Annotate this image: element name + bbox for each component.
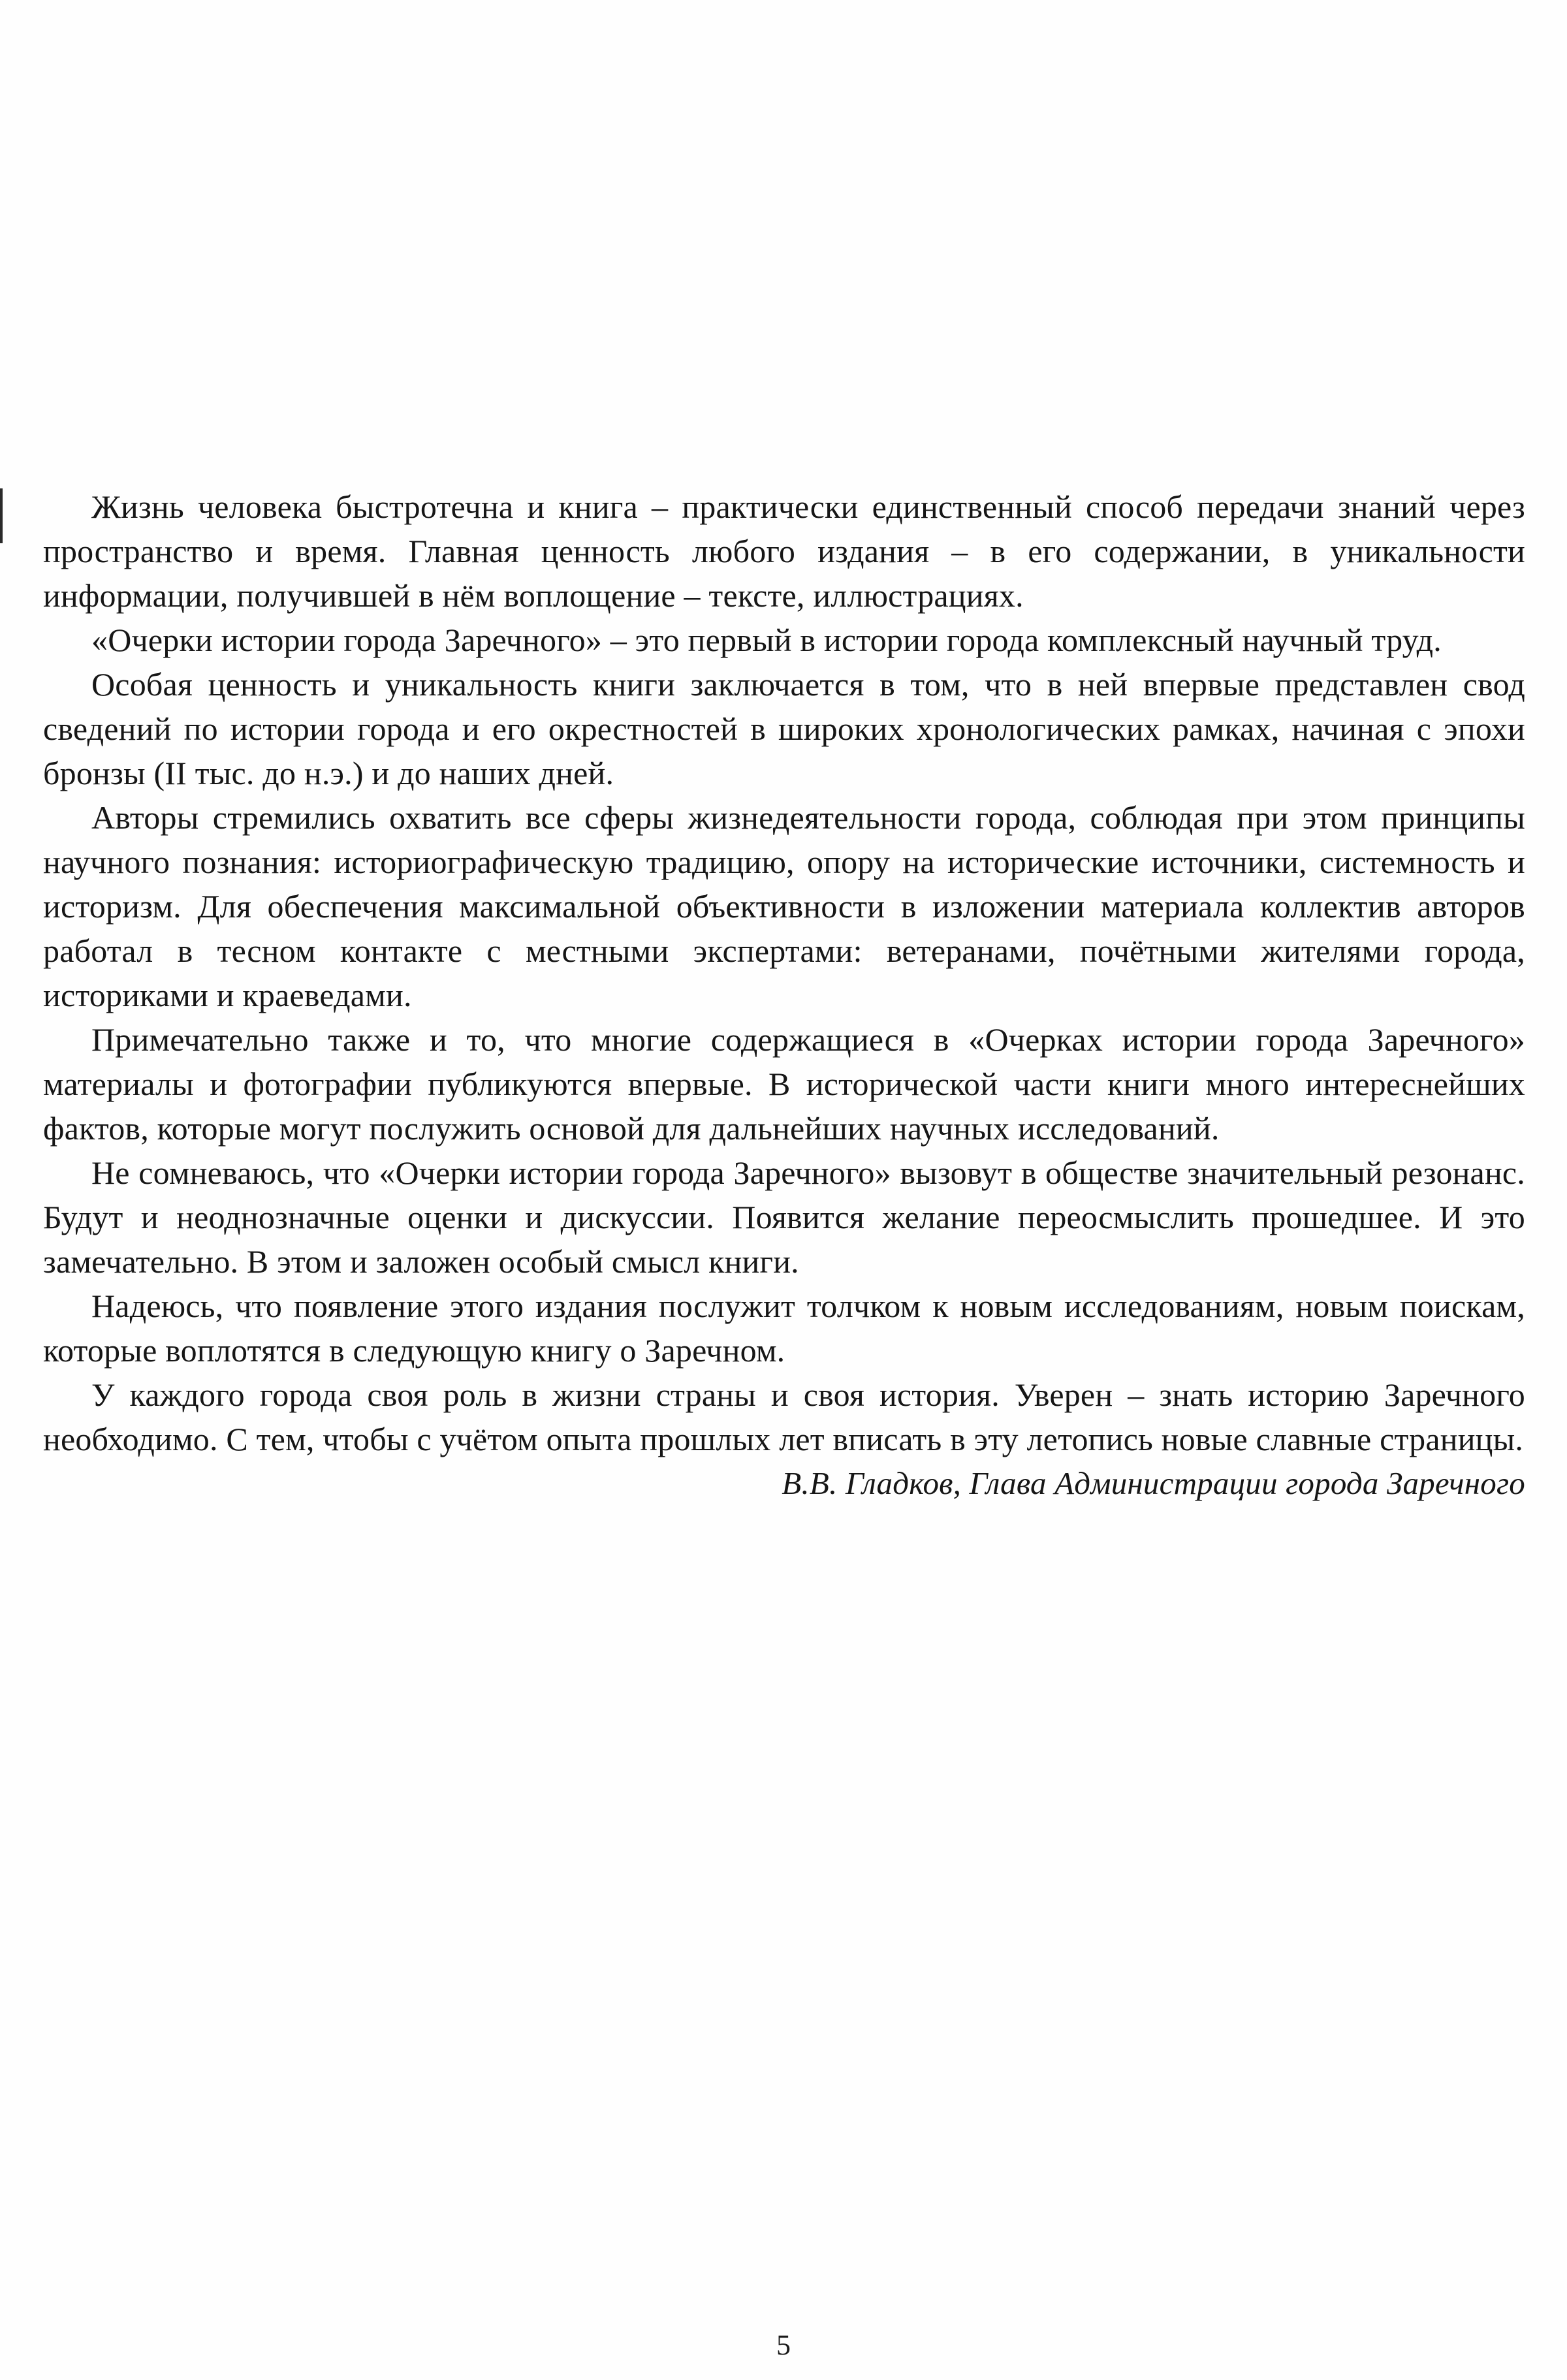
paragraph-6: Не сомневаюсь, что «Очерки истории города Заречного» вызовут в обществе значительный резонанс. Будут и неоднозначные оценки и дискуссии. Появится желание переосмыслить прошедшее. И это замечательно. В этом и заложен особый смысл книги. <box>43 1154 1525 1280</box>
paragraph-2: «Очерки истории города Заречного» – это первый в истории города комплексный научный труд. <box>91 622 1442 658</box>
body-text <box>43 484 1525 1506</box>
author-signature: В.В. Гладков, Глава Администрации города Заречного <box>782 1465 1525 1501</box>
page-number: 5 <box>776 2329 791 2361</box>
paragraph-3: Особая ценность и уникальность книги заключается в том, что в ней впервые представлен свод сведений по истории города и его окрестностей в широких хронологических рамках, начиная с эпохи бронзы (II тыс. до н.э.) и до наших дней. <box>43 666 1525 791</box>
paragraph-5: Примечательно также и то, что многие содержащиеся в «Очерках истории города Заречного» материалы и фотографии публикуются впервые. В исторической части книги много интереснейших фактов, которые могут послужить основой для дальнейших научных исследований. <box>43 1021 1525 1147</box>
scan-edge-artifact <box>0 488 3 543</box>
paragraph-7: Надеюсь, что появление этого издания послужит толчком к новым исследованиям, новым поискам, которые воплотятся в следующую книгу о Заречном. <box>43 1288 1525 1369</box>
paragraph-1: Жизнь человека быстротечна и книга – практически единственный способ передачи знаний через пространство и время. Главная ценность любого издания – в его содержании, в уникальности информации, получившей в нём воплощение – тексте, иллюстрациях. <box>43 488 1525 614</box>
paragraph-8: У каждого города своя роль в жизни страны и своя история. Уверен – знать историю Заречного необходимо. С тем, чтобы с учётом опыта прошлых лет вписать в эту летопись новые славные страницы. <box>43 1376 1525 1457</box>
paragraph-4: Авторы стремились охватить все сферы жизнедеятельности города, соблюдая при этом принципы научного познания: историографическую традицию, опору на исторические источники, системность и историзм. Для обеспечения максимальной объективности в изложении материала коллектив авторов работал в тесном контакте с местными экспертами: ветеранами, почётными жителями города, историками и краеведами. <box>43 799 1525 1013</box>
